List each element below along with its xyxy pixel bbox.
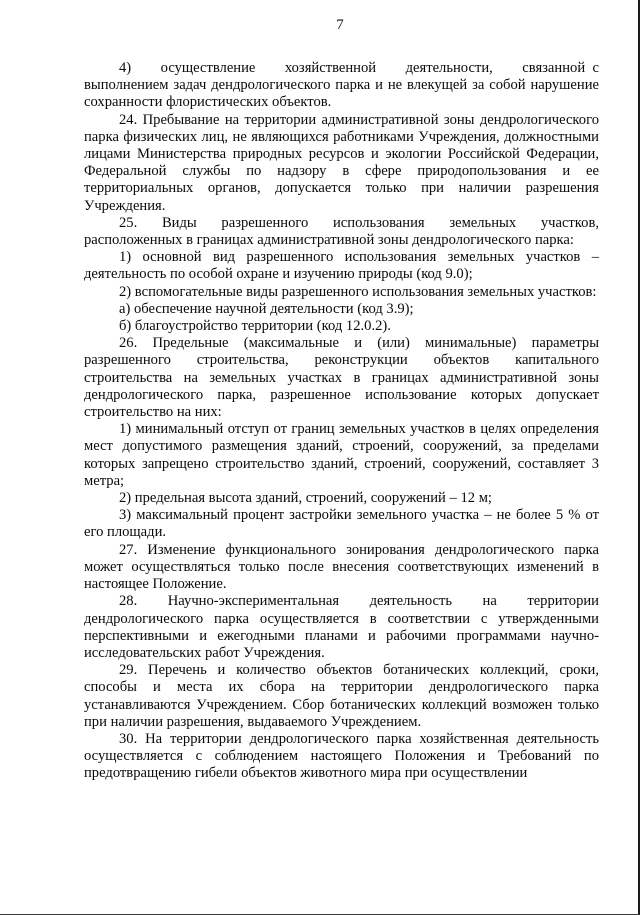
paragraph-25: 25. Виды разрешенного использования земельных участков, расположенных в границах административной зоны дендрологического парка: xyxy=(84,214,599,249)
paragraph-26-item-1: 1) минимальный отступ от границ земельных участков в целях определения мест допустимого размещения зданий, строений, сооружений, за пределами которых запрещено строительство зданий, строений, сооружений, составляет 3 метра; xyxy=(84,421,599,489)
paragraph-29: 29. Перечень и количество объектов ботанических коллекций, сроки, способы и места их сбора на территории дендрологического парка устанавливаются Учреждением. Сбор ботанических коллекций возможен только при наличии разрешения, выдаваемого Учреждением. xyxy=(84,662,599,730)
document-body xyxy=(84,60,599,783)
paragraph-26: 26. Предельные (максимальные и (или) минимальные) параметры разрешенного строительства, реконструкции объектов капитального строительства на земельных участках в границах административной зоны дендрологического парка, разрешенное использование которых допускает строительство на них: xyxy=(84,335,599,421)
paragraph-30: 30. На территории дендрологического парка хозяйственная деятельность осуществляется с соблюдением настоящего Положения и Требований по предотвращению гибели объектов животного мира при осуществлении xyxy=(84,730,599,782)
paragraph-26-item-2: 2) предельная высота зданий, строений, сооружений – 12 м; xyxy=(119,490,492,507)
paragraph-25-item-2: 2) вспомогательные виды разрешенного использования земельных участков: xyxy=(119,283,597,300)
paragraph-24: 24. Пребывание на территории административной зоны дендрологического парка физических лиц, не являющихся работниками Учреждения, должностными лицами Министерства природных ресурсов и экологии Российской Федерации, Федеральной службы по надзору в сфере природопользования и ее территориальных органов, допускается только при наличии разрешения Учреждения. xyxy=(84,111,599,214)
page-number: 7 xyxy=(336,17,344,33)
paragraph-item-4: 4) осуществление хозяйственной деятельности, связанной с выполнением задач дендрологического парка и не влекущей за собой нарушение сохранности флористических объектов. xyxy=(84,60,599,111)
paragraph-26-item-3: 3) максимальный процент застройки земельного участка – не более 5 % от его площади. xyxy=(84,507,599,541)
paragraph-28: 28. Научно-экспериментальная деятельность на территории дендрологического парка осуществляется в соответствии с утвержденными перспективными и ежегодными планами и рабочими программами научно-исследовательских работ Учреждения. xyxy=(84,593,599,661)
paragraph-27: 27. Изменение функционального зонирования дендрологического парка может осуществляться только после внесения соответствующих изменений в настоящее Положение. xyxy=(84,541,599,593)
paragraph-25-item-2b: б) благоустройство территории (код 12.0.2). xyxy=(119,318,391,335)
paragraph-25-item-1: 1) основной вид разрешенного использования земельных участков – деятельность по особой охране и изучению природы (код 9.0); xyxy=(84,249,599,283)
paragraph-25-item-2a: а) обеспечение научной деятельности (код 3.9); xyxy=(119,300,414,317)
